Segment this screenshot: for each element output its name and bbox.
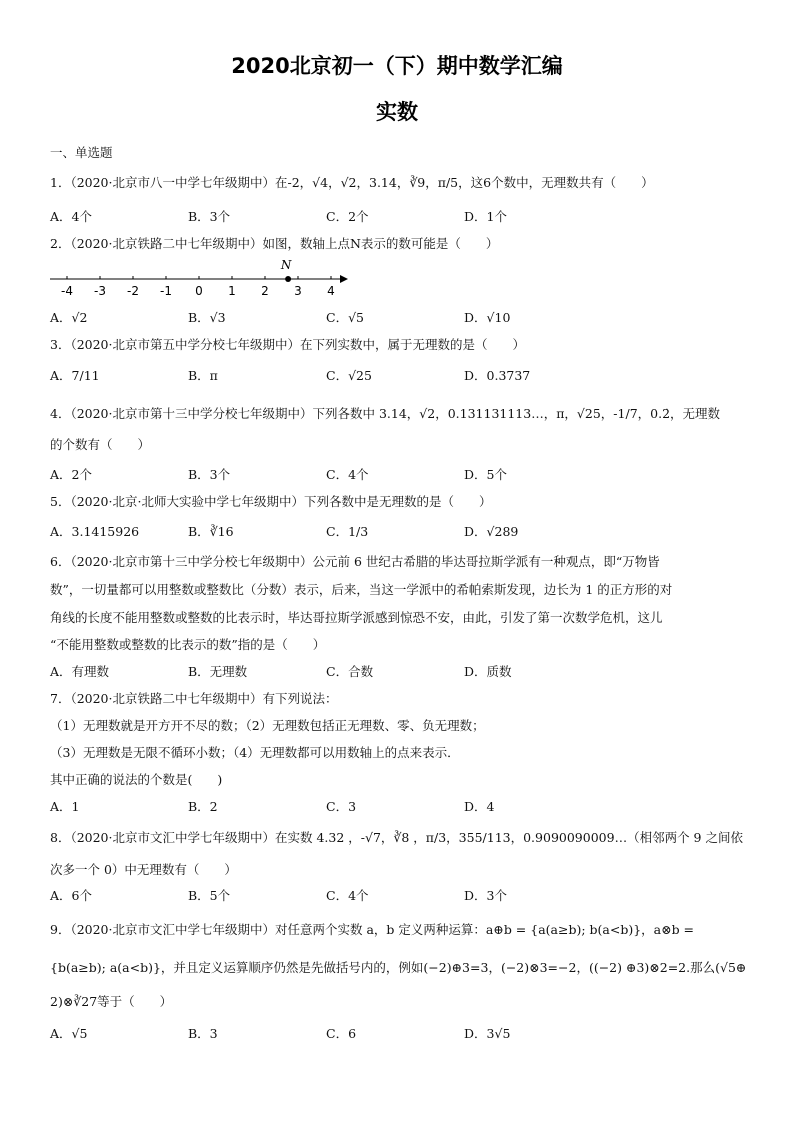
question-2-options: [50, 308, 750, 326]
option-b: B．π: [188, 368, 218, 383]
question-4-stem-line-2: 的个数有（ ）: [50, 437, 151, 452]
option-c: C．4个: [326, 467, 369, 482]
question-6-stem-line-4: “不能用整数或整数的比表示的数”指的是（ ）: [50, 637, 326, 652]
question-8-stem-line-1: 8．（2020·北京市文汇中学七年级期中）在实数 4.32 ，-√7，∛8 ，π/3，355/113，0.9090090009…（相邻两个 9 之间依: [50, 830, 743, 845]
number-line-tick-label: 3: [294, 284, 302, 298]
point-n-marker: [285, 276, 291, 282]
option-a: A．3.1415926: [50, 524, 140, 539]
option-c: C．6: [326, 1026, 357, 1041]
option-d: D．5个: [464, 467, 507, 482]
option-b: B．2: [188, 799, 218, 814]
option-a: A．有理数: [50, 664, 110, 679]
question-7-stem-line-4: 其中正确的说法的个数是( ): [50, 772, 223, 787]
question-1-stem: 1．（2020·北京市八一中学七年级期中）在-2，√4，√2，3.14，∛9，π/5，这6个数中，无理数共有（ ）: [50, 175, 654, 190]
number-line-tick-label: -2: [127, 284, 139, 298]
option-b: B．无理数: [188, 664, 248, 679]
question-6-stem-line-1: 6．（2020·北京市第十三中学分校七年级期中）公元前 6 世纪古希腊的毕达哥拉斯学派有一种观点，即“万物皆: [50, 554, 660, 569]
option-b: B．√3: [188, 310, 226, 325]
question-9-stem-line-1: 9．（2020·北京市文汇中学七年级期中）对任意两个实数 a，b 定义两种运算：a⊕b = {a(a≥b); b(a<b)}，a⊗b =: [50, 922, 695, 937]
page-title: 2020北京初一（下）期中数学汇编: [231, 54, 563, 78]
option-a: A．√2: [50, 310, 88, 325]
question-9-options: [50, 1024, 750, 1042]
question-6-stem-line-3: 角线的长度不能用整数或整数的比表示时，毕达哥拉斯学派感到惊恐不安，由此，引发了第一次数学危机，这儿: [50, 610, 663, 625]
number-line-tick-label: 1: [228, 284, 236, 298]
option-d: D．质数: [464, 664, 512, 679]
number-line-figure: [48, 257, 348, 301]
option-d: D．4: [464, 799, 495, 814]
option-c: C．√25: [326, 368, 372, 383]
option-d: D．1个: [464, 209, 507, 224]
page-subtitle: 实数: [376, 100, 418, 124]
option-d: D．3个: [464, 888, 507, 903]
question-7-options: [50, 797, 750, 815]
number-line-tick-label: -1: [160, 284, 172, 298]
number-line-arrow-icon: [340, 275, 348, 283]
option-b: B．3个: [188, 209, 231, 224]
section-title: 一、单选题: [50, 145, 113, 160]
question-4-options: [50, 465, 750, 483]
number-line-tick-label: 0: [195, 284, 203, 298]
question-5-options: [50, 522, 750, 540]
question-3-stem: 3．（2020·北京市第五中学分校七年级期中）在下列实数中，属于无理数的是（ ）: [50, 337, 525, 352]
option-d: D．√289: [464, 524, 519, 539]
option-c: C．4个: [326, 888, 369, 903]
question-6-stem-line-2: 数”，一切量都可以用整数或整数比（分数）表示，后来，当这一学派中的希帕索斯发现，边长为 1 的正方形的对: [50, 582, 673, 597]
option-a: A．2个: [50, 467, 92, 482]
number-line-tick-label: -3: [94, 284, 106, 298]
question-9-stem-line-2: {b(a≥b); a(a<b)}，并且定义运算顺序仍然是先做括号内的，例如(−2)⊕3=3，(−2)⊗3=−2，((−2) ⊕3)⊗2=2.那么(√5⊕: [50, 960, 747, 975]
number-line-tick-label: 2: [261, 284, 269, 298]
option-c: C．3: [326, 799, 357, 814]
option-b: B．3: [188, 1026, 218, 1041]
option-a: A．√5: [50, 1026, 88, 1041]
option-c: C．√5: [326, 310, 364, 325]
option-a: A．6个: [50, 888, 92, 903]
number-line-tick-label: -4: [61, 284, 73, 298]
option-a: A．1: [50, 799, 80, 814]
question-8-stem-line-2: 次多一个 0）中无理数有（ ）: [50, 862, 237, 877]
question-7-stem-line-1: 7．（2020·北京铁路二中七年级期中）有下列说法：: [50, 691, 338, 706]
question-8-options: [50, 886, 750, 904]
option-b: B．5个: [188, 888, 231, 903]
question-7-stem-line-2: （1）无理数就是开方开不尽的数；（2）无理数包括正无理数、零、负无理数；: [50, 718, 485, 733]
option-b: B．3个: [188, 467, 231, 482]
question-1-options: [50, 207, 750, 225]
option-b: B．∛16: [188, 524, 234, 539]
option-c: C．1/3: [326, 524, 369, 539]
question-6-options: [50, 662, 750, 680]
option-a: A．4个: [50, 209, 92, 224]
number-line-tick-label: 4: [327, 284, 335, 298]
option-a: A．7/11: [50, 368, 100, 383]
point-n-label: N: [280, 258, 292, 272]
question-2-stem: 2．（2020·北京铁路二中七年级期中）如图，数轴上点N表示的数可能是（ ）: [50, 236, 499, 251]
question-9-stem-line-3: 2)⊗∛27等于（ ）: [50, 994, 173, 1009]
question-4-stem-line-1: 4．（2020·北京市第十三中学分校七年级期中）下列各数中 3.14，√2，0.131131113…，π，√25，-1/7，0.2̇，无理数: [50, 406, 721, 421]
question-5-stem: 5．（2020·北京·北师大实验中学七年级期中）下列各数中是无理数的是（ ）: [50, 494, 492, 509]
option-d: D．√10: [464, 310, 511, 325]
question-7-stem-line-3: （3）无理数是无限不循环小数；（4）无理数都可以用数轴上的点来表示．: [50, 745, 460, 760]
question-3-options: [50, 366, 750, 384]
option-d: D．0.3737: [464, 368, 531, 383]
option-d: D．3√5: [464, 1026, 511, 1041]
option-c: C．2个: [326, 209, 369, 224]
option-c: C．合数: [326, 664, 374, 679]
